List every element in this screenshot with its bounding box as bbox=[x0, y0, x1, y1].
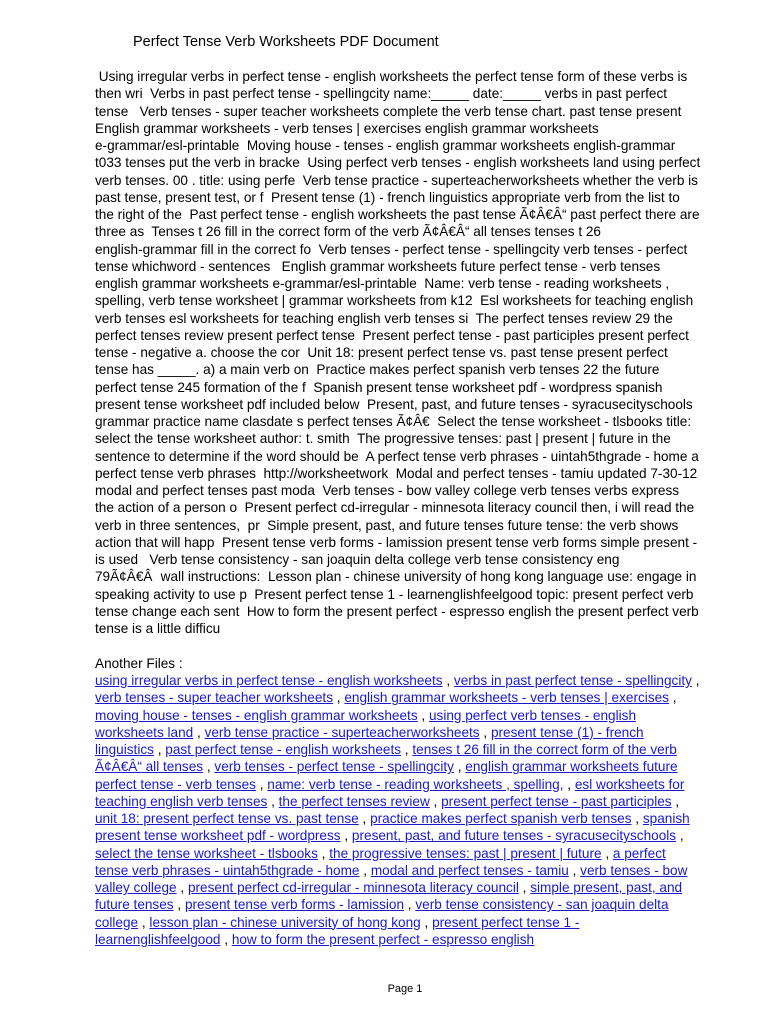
related-file-link[interactable]: using irregular verbs in perfect tense - english worksheets bbox=[95, 673, 443, 688]
related-file-link[interactable]: verb tense practice - superteacherworksheets bbox=[204, 724, 480, 740]
page-number: Page 1 bbox=[387, 983, 423, 995]
related-file-link[interactable]: lesson plan - chinese university of hong kong bbox=[149, 914, 421, 930]
related-file-link[interactable]: Ã¢Â€Â“ all tenses bbox=[95, 759, 204, 775]
link-line bbox=[95, 672, 745, 689]
link-line bbox=[95, 776, 745, 793]
link-separator: , bbox=[453, 759, 466, 775]
related-file-link[interactable]: spanish bbox=[642, 811, 690, 826]
link-line bbox=[95, 896, 745, 913]
link-separator: , bbox=[404, 897, 416, 913]
related-file-link[interactable]: english grammar worksheets future bbox=[465, 759, 678, 775]
link-separator: , bbox=[631, 811, 643, 826]
related-file-link[interactable]: a perfect bbox=[612, 845, 666, 861]
body-text-line: modal and perfect tenses past moda Verb tenses - bow valley college verb tenses verbs express bbox=[95, 483, 680, 498]
another-files-links bbox=[95, 672, 745, 948]
link-separator: , bbox=[153, 742, 166, 757]
link-separator: , bbox=[417, 707, 429, 723]
related-file-link[interactable]: the perfect tenses review bbox=[278, 793, 430, 809]
body-text-line: tense has _____. a) a main verb on Practice makes perfect spanish verb tenses 22 the future bbox=[95, 362, 660, 378]
link-separator: , bbox=[401, 742, 413, 757]
link-line bbox=[95, 741, 745, 758]
body-text-line: speaking activity to use p Present perfect tense 1 - learnenglishfeelgood topic: present perfect verb bbox=[95, 586, 694, 602]
body-text-line: present tense worksheet pdf included below Present, past, and future tenses - syracusecityschools bbox=[95, 396, 693, 412]
link-line bbox=[95, 707, 745, 724]
related-file-link[interactable]: perfect tense - verb tenses bbox=[95, 776, 256, 792]
link-separator: , bbox=[267, 793, 279, 809]
link-line bbox=[95, 914, 745, 931]
body-text-line: english-grammar fill in the correct fo Verb tenses - perfect tense - spellingcity verb tenses - perfect bbox=[95, 241, 688, 257]
body-text-line: the action of a person o Present perfect cd-irregular - minnesota literacy council then, i will read the bbox=[95, 500, 695, 516]
related-file-link[interactable]: present, past, and future tenses - syracusecityschools bbox=[351, 828, 677, 844]
related-file-link[interactable]: verb tenses - bow bbox=[580, 862, 688, 878]
body-text-line: tense whichword - sentences English grammar worksheets future perfect tense - verb tenses bbox=[95, 258, 661, 274]
body-text-line: tense - negative a. choose the cor Unit 18: present perfect tense vs. past tense present perfect bbox=[95, 345, 668, 360]
related-file-link[interactable]: moving house - tenses - english grammar worksheets bbox=[95, 707, 418, 723]
link-line bbox=[95, 931, 745, 948]
link-separator: , bbox=[442, 673, 454, 688]
link-separator: , bbox=[518, 880, 531, 895]
link-separator: , bbox=[359, 862, 371, 878]
link-separator: , bbox=[340, 828, 352, 844]
document-title: Perfect Tense Verb Worksheets PDF Document bbox=[133, 34, 439, 50]
link-separator: , bbox=[203, 759, 215, 775]
link-separator: , bbox=[568, 862, 581, 878]
link-separator: , bbox=[220, 931, 232, 947]
related-file-link[interactable]: using perfect verb tenses - english bbox=[428, 707, 637, 723]
related-file-link[interactable]: simple present, past, and bbox=[530, 880, 683, 895]
link-separator: , bbox=[138, 914, 150, 930]
link-separator: , bbox=[479, 724, 491, 740]
link-separator: , bbox=[671, 793, 680, 809]
related-file-link[interactable]: worksheets land bbox=[95, 724, 194, 740]
link-separator: , bbox=[676, 828, 684, 844]
body-text-line: then wri Verbs in past perfect tense - spellingcity name:_____ date:_____ verbs in past perfect bbox=[95, 86, 668, 102]
body-text-line: past tense, present test, or f Present tense (1) - french linguistics appropriate verb from the list to bbox=[95, 189, 680, 205]
link-separator: , bbox=[255, 776, 268, 792]
related-file-link[interactable]: present perfect tense - past participles bbox=[441, 793, 672, 809]
related-file-link[interactable]: linguistics bbox=[95, 742, 154, 757]
link-separator: , bbox=[333, 690, 345, 706]
body-text-line: tense is a little difficu bbox=[95, 621, 221, 636]
body-text-line: tense Verb tenses - super teacher worksheets complete the verb tense chart. past tense present bbox=[95, 103, 682, 119]
body-text-line: tense change each sent How to form the present perfect - espresso english the present perfect verb bbox=[95, 603, 699, 619]
body-text-line: sentence to determine if the word should be A perfect tense verb phrases - uintah5thgrade - home a bbox=[95, 448, 699, 464]
related-file-link[interactable]: verb tenses - super teacher worksheets bbox=[95, 690, 334, 706]
related-file-link[interactable]: verbs in past perfect tense - spellingcity bbox=[453, 673, 692, 688]
related-file-link[interactable]: learnenglishfeelgood bbox=[95, 931, 221, 947]
link-line bbox=[95, 827, 745, 844]
link-line bbox=[95, 879, 745, 896]
body-text-line: 79Ã¢Â€Âwall instructions: Lesson plan - chinese university of hong kong language use: engage in bbox=[95, 569, 697, 585]
related-file-link[interactable]: unit 18: present perfect tense vs. past tense bbox=[95, 811, 359, 826]
another-files-heading: Another Files : bbox=[95, 656, 183, 671]
link-separator: , bbox=[358, 811, 371, 826]
body-text-line: is used Verb tense consistency - san joaquin delta college verb tense consistency eng bbox=[95, 552, 620, 567]
body-text-line: perfect tense verb phrases http://worksheetwork Modal and perfect tenses - tamiu updated 7-30-12 bbox=[95, 465, 698, 481]
link-line bbox=[95, 862, 745, 879]
link-line bbox=[95, 724, 745, 741]
related-file-link[interactable]: present tense verb forms - lamission bbox=[184, 897, 405, 913]
related-file-link[interactable]: teaching english verb tenses bbox=[95, 793, 268, 809]
body-text-line: the right of the Past perfect tense - english worksheets the past tense Ã¢Â€Â“ past perfect there are bbox=[95, 207, 700, 222]
link-separator: , bbox=[193, 724, 205, 740]
related-file-link[interactable]: present perfect tense 1 - bbox=[432, 914, 580, 930]
body-text-line: e-grammar/esl-printable Moving house - tenses - english grammar worksheets english-grammar bbox=[95, 138, 676, 153]
related-file-link[interactable]: present tense worksheet pdf - wordpress bbox=[95, 828, 341, 844]
body-text-line: English grammar worksheets - verb tenses | exercises english grammar worksheets bbox=[95, 120, 599, 136]
related-file-link[interactable]: valley college bbox=[95, 880, 177, 895]
body-text-line: three as Tenses t 26 fill in the correct form of the verb Ã¢Â€Â“ all tenses tenses t 26 bbox=[95, 224, 601, 240]
related-file-link[interactable]: modal and perfect tenses - tamiu bbox=[370, 862, 569, 878]
document-body bbox=[95, 68, 735, 637]
related-file-link[interactable]: tenses t 26 fill in the correct form of the verb bbox=[412, 742, 677, 757]
related-file-link[interactable]: verb tense consistency - san joaquin delta bbox=[415, 897, 669, 913]
related-file-link[interactable]: future tenses bbox=[95, 897, 174, 913]
related-file-link[interactable]: practice makes perfect spanish verb tenses bbox=[370, 811, 632, 826]
related-file-link[interactable]: present tense (1) - french bbox=[490, 724, 644, 740]
body-text-line: verb in three sentences, pr Simple present, past, and future tenses future tense: the verb shows bbox=[95, 517, 679, 533]
link-line bbox=[95, 810, 745, 827]
related-file-link[interactable]: name: verb tense - reading worksheets , spelling, bbox=[267, 776, 564, 792]
link-line bbox=[95, 845, 745, 862]
body-text-line: select the tense worksheet author: t. smith The progressive tenses: past | present | future in the bbox=[95, 431, 671, 447]
related-file-link[interactable]: verb tenses - perfect tense - spellingcity bbox=[214, 759, 454, 775]
link-line bbox=[95, 793, 745, 810]
link-separator: , bbox=[563, 776, 575, 792]
related-file-link[interactable]: tense verb phrases - uintah5thgrade - home bbox=[95, 862, 360, 878]
related-file-link[interactable]: college bbox=[95, 914, 139, 930]
related-file-link[interactable]: the progressive tenses: past | present | future bbox=[329, 845, 602, 861]
related-file-link[interactable]: select the tense worksheet - tlsbooks bbox=[95, 845, 318, 861]
link-separator: , bbox=[317, 845, 330, 861]
related-file-link[interactable]: how to form the present perfect - espresso english bbox=[231, 931, 535, 947]
link-line bbox=[95, 758, 745, 775]
body-text-line: perfect tenses review present perfect tense Present perfect tense - past participles present perfect bbox=[95, 327, 689, 343]
body-text-line: verb tenses esl worksheets for teaching english verb tenses si The perfect tenses review 29 the bbox=[95, 310, 673, 326]
link-separator: , bbox=[420, 914, 433, 930]
related-file-link[interactable]: esl worksheets for bbox=[574, 776, 685, 792]
body-text-line: spelling, verb tense worksheet | grammar worksheets from k12 Esl worksheets for teaching english bbox=[95, 293, 694, 309]
body-text-line: action that will happ Present tense verb forms - lamission present tense verb forms simple present - bbox=[95, 534, 698, 550]
link-separator: , bbox=[173, 897, 185, 913]
body-text-line: t033 tenses put the verb in bracke Using perfect verb tenses - english worksheets land using perfect bbox=[95, 155, 701, 171]
link-line bbox=[95, 689, 745, 706]
related-file-link[interactable]: present perfect cd-irregular - minnesota literacy council bbox=[187, 880, 519, 895]
body-text-line: verb tenses. 00 . title: using perfe Verb tense practice - superteacherworksheets whether the verb is bbox=[95, 172, 698, 188]
link-separator: , bbox=[691, 673, 700, 688]
related-file-link[interactable]: english grammar worksheets - verb tenses | exercises bbox=[344, 690, 669, 706]
body-text-line: grammar practice name clasdate s perfect tenses Ã¢Â€ Select the tense worksheet - tlsbooks title: bbox=[95, 414, 692, 429]
link-separator: , bbox=[601, 845, 613, 861]
link-separator: , bbox=[176, 880, 188, 895]
body-text-line: Using irregular verbs in perfect tense - english worksheets the perfect tense form of these verbs is bbox=[95, 69, 688, 84]
body-text-line: english grammar worksheets e-grammar/esl-printable Name: verb tense - reading worksheets , bbox=[95, 276, 670, 291]
link-separator: , bbox=[429, 793, 442, 809]
link-separator: , bbox=[668, 690, 677, 706]
related-file-link[interactable]: past perfect tense - english worksheets bbox=[165, 742, 402, 757]
body-text-line: perfect tense 245 formation of the f Spanish present tense worksheet pdf - wordpress spanish bbox=[95, 379, 663, 395]
